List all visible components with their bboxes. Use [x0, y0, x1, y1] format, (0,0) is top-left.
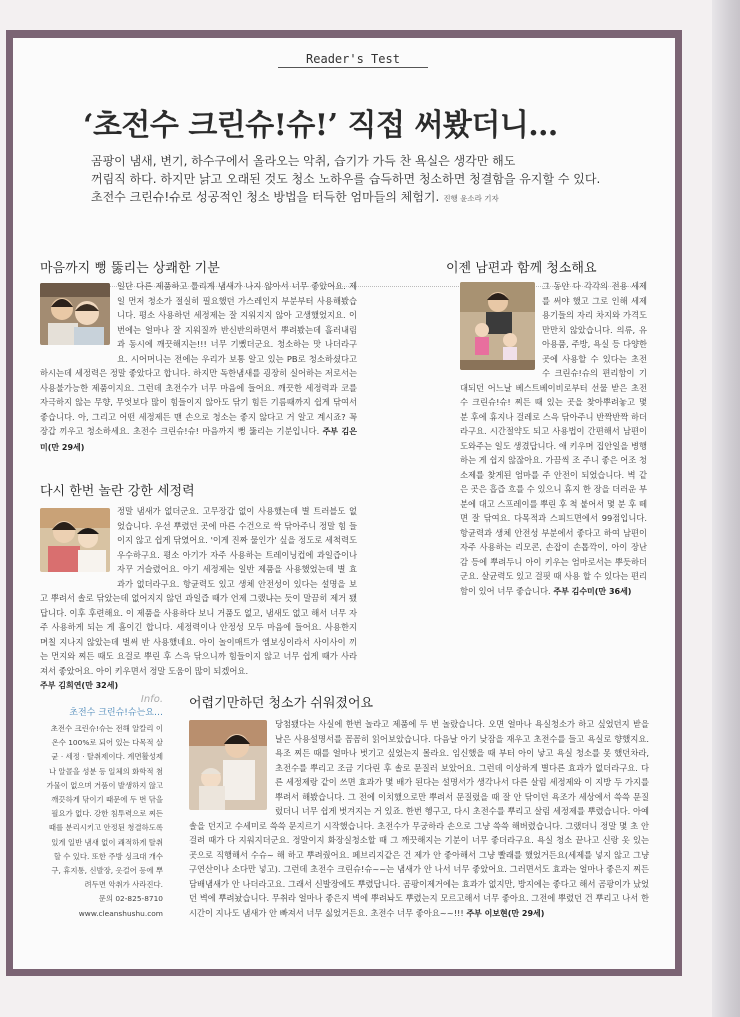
article-1-byline: 주부 김은미(만 29세)	[40, 427, 357, 452]
lead-line-2: 꺼림직 하다. 하지만 낡고 오래된 것도 청소 노하우를 습득하면 청소하면 청결함을 유지할 수 있다.	[91, 172, 601, 186]
info-body: 초전수 크린슈!슈는 전해 알칼리 이온수 100%로 되어 있는 다목적 살균 · 세정 · 탈취제이다. 계면활성제나 알콜을 성분 등 일체의 화학적 첨가물이 없으며 거품이 발생하지 않고 깨끗하게 닦이기 때문에 두 번 닦을 필요가 없다. 강한 침투력으로 찌든 때를 분리시키고 안정된 청결하도록 있게 일반 냄새 없이 쾌적하게 탈취할 수 있다. 또한 주방 싱크대 개수구, 휴지통, 신발장, 옷걸어 등에 뿌려두면 악취가 사라진다.	[46, 724, 163, 890]
article-4-text: 당첨됐다는 사실에 한번 놀라고 제품에 두 번 놀랐습니다. 오면 얼마나 욕실청소가 하고 싶었던지 받을 날은 사용설명서를 꼼꼼히 읽어보았습니다. 다음날 아기 낮잠을 재우고 초전수를 들고 욕실로 향했지요. 욕조 찌든 때를 얼마나 벗기고 싶었는지 몰라요. 임신했을 때 부터 아이 낳고 욕실 청소를 못 했던차라, 초전수를 뿌리고 조금 기다린 후 솔로 문질러 보았어요. 그런데 이상하게 별다른 효과가 없더라구요. 다른 세정제랑 같이 쓰면 효과가 몇 배가 된다는 설명서가 생각나서 다른 살림 세정제와 이 지방 두 가지를 뿌려서 해봤습니다. 그 전에 이치했으로만 뿌려서 문질렀을 때 잘 안 닦이던 욕조가 세상에서 쓱쓱 문질렀더니 너무 쉽게 벗겨지는 거 있죠. 한번 헹구고, 다시 초전수를 뿌리고 살림 세정제를 뿌렸습니다. 아예 솔을 던지고 수세미로 쓱쓱 문지르기 시작했습니다. 초전수가 무궁하라 손으로 그냥 쓱쓱 해버렸습니다. 그랬더니 정말 몇 초 안 걸려 때가 다 지워지더군요. 정말이지 화장실청소할 때 그 깨끗해지는 기분이 너무 좋더라구요. 욕실 청소 끝나고 신랑 옷 있는 곳으로 직행해서 수슈~ 해 하고 뿌려줬어요. 페브리지같은 건 제가 안 좋아해서 그냥 빨래를 했었거든요(세제를 넣지 않고 그냥 구연산이나 소다만 넣고). 그런데 초전수 크린슈!슈~~는 냄새가 안 나서 너무 좋았어요. 그러면서도 효과는 얼마나 좋은지 찌든 담배냄새가 안 나더라고요. 그래서 신발장에도 뿌렸답니다. 곰팡이제거에는 효과가 없지만, 방지에는 좋다고 해서 곰팡이가 났었던 벽에 뿌려놨습니다. 무취라 얼마나 좋은지 벽에 뿌려놔도 뿌렸는지 모르고해서 너무 좋아요. 그전에 뿌렸던 건 뿌리고 나서 한 시간이 지나도 냄새가 안 빠져서 너무 싫었거든요. 초전수 너무 좋아요~~!!!	[189, 719, 649, 918]
article-2-heading: 다시 한번 놀란 강한 세정력	[40, 484, 195, 499]
article-4-body	[189, 717, 649, 921]
lead-byline: 진행 윤소라 기자	[443, 194, 499, 203]
article-2-body	[40, 504, 357, 694]
info-box	[45, 694, 163, 921]
article-3-body	[460, 279, 647, 599]
lead-line-3-text: 초전수 크린슈!슈로 성공적인 청소 방법을 터득한 엄마들의 체험기.	[91, 190, 440, 204]
lead-line-1: 곰팡이 냄새, 변기, 하수구에서 올라오는 악취, 습기가 가득 찬 욕실은 생각만 해도	[91, 154, 516, 168]
magazine-page	[13, 38, 675, 969]
lead-line-3	[91, 188, 651, 208]
article-1-body	[40, 279, 357, 455]
article-1-text: 일단 다른 제품하고 틀리게 냄새가 나지 않아서 너무 좋았어요. 제일 먼저 청소가 절실히 필요했던 가스레인지 부분부터 사용해봤습니다. 평소 사용하던 세정제는 잘 지워지지 않아 고생했었지요. 이번에는 얼마나 잘 지워질까 반신반의하면서 뿌려봤는데 흘러내림과 동시에 깨끗해지는!!! 너무 기뻤더군요. 청소하는 맛 나더라구요. 시어머니는 전에는 우리가 보통 알고 있는 PB로 청소하셨다고 하시는데 세정력은 정말 좋았다고 합니다. 하지만 독한냄새를 굉장히 실어하는 저로서는 사용불가능한 제품이지요. 그런데 초전수가 너무 마음에 들어요. 깨끗한 세정력과 코를 자극하지 않는 무향, 무엇보다 많이 힘들이지 않아도 닦기 힘든 기름때까지 쉽게 닦여서 좋습니다. 아, 그리고 어떤 세정제든 맨 손으로 청소는 좋지 않다고 거 알고 계시죠? 꼭 장갑 끼우고 청소하세요. 초전수 크린슈!슈! 마음까지 뻥 뚫리는 기분입니다.	[40, 281, 357, 436]
article-4-byline: 주부 이보현(만 29세)	[466, 908, 545, 918]
article-3-byline: 주부 김수미(만 36세)	[553, 586, 632, 596]
article-2-text: 정말 냄새가 없더군요. 고무장갑 없이 사용했는데 별 트러블도 없었습니다. 우선 뿌렸던 곳에 마른 수건으로 싹 닦아주니 정말 힘 들이지 않고 쉽게 닦였어요. '이게 진짜 물인가' 싶을 정도로 세척력도 우수하구요. 평소 아기가 자주 사용하는 트레이닝컵에 과일즙이나 자꾸 거슬렸어요. 아기 세정제는 일반 제품을 사용했었는데 별 효과가 없더라구요. 항균력도 있고 생체 안전성이 있다는 설명을 보고 뿌려서 솔로 닦았는데 없어지지 않던 과일즙 때가 언제 그랬냐는 듯이 말끔히 제거 됐답니다. 이후 후련해요. 이 제품을 사용하다 보니 거품도 없고, 냄새도 없고 해서 너무 자주 사용하게 되는 게 흠이긴 합니다. 세정력이나 안정성 모두 마음에 들어요. 사용한지 며칠 지나지 않았는데 벌써 반 사용했네요. 아이 놀이매트가 엠보싱이라서 사이사이 끼는 먼지와 찌든 때도 요걸로 뿌린 후 스윽 닦으니까 힘들이지 않고 너무 쉽게 때가 사라져서 좋았어요. 아이 키우면서 정말 도움이 많이 되겠어요.	[40, 506, 357, 676]
scan-edge	[712, 0, 740, 1017]
article-1-heading: 마음까지 뻥 뚫리는 상쾌한 기분	[40, 261, 220, 276]
article-4-heading: 어렵기만하던 청소가 쉬워졌어요	[189, 696, 374, 711]
article-3-text: 그 동안 다 각각의 전용 세제를 써야 했고 그로 인해 세제용기들의 자리 차지와 가격도 만만치 않았습니다. 의류, 유아용품, 주방, 욕실 등 다양한 곳에 사용할 수 있다는 초전수 크린슈!슈의 편리함이 기대되던 어느날 베스트베이비로부터 선물 받은 초전수 크린슈!슈! 찌든 때 있는 곳을 찾아뿌려놓고 몇 분 후에 휴지나 걸레로 스윽 닦아주니 반짝반짝 하더라구요. 시간절약도 되고 사용법이 간편해서 남편이 도와주는 일도 생겼답니다. 애 키우며 집안일을 병행하는 게 쉽지 않잖아요. 가끔씩 조 주니 좋은 어조 청소제를 찾게된 엄마를 주 안전이 되었습니다. 벽 같은 곳은 흡즙 흐를 수 있으니 휴지 한 장을 더러운 부분에 대고 스프레이를 뿌린 후 척 붙어서 몇 분 후 떼면 잘 닦여요. 다목적과 스피드면에서 99점입니다. 항균력과 생체 안전성 부분에서 좋다고 하여 남편이 자주 사용하는 리모콘, 손잡이 손톱깍이, 아이 장난감 등에 뿌려두니 아이 키우는 엄마로서는 뿌듯하더군요. 살균력도 있고 걸핏 때 사용 할 수 있다는 편리함이 있어 너무 좋습니다.	[460, 281, 647, 596]
article-2-byline: 주부 김희연(만 32세)	[40, 681, 119, 690]
info-title: 초전수 크린슈!슈는요…	[69, 708, 163, 718]
info-tag: Info.	[140, 694, 163, 705]
page-title: ‘초전수 크린슈!슈!’ 직접 써봤더니…	[83, 108, 558, 143]
section-label: Reader's Test	[278, 52, 428, 68]
article-3-heading: 이젠 남편과 함께 청소해요	[446, 261, 597, 276]
info-website: www.cleanshushu.com	[78, 908, 163, 918]
info-contact: 문의 02-825-8710	[98, 894, 163, 904]
